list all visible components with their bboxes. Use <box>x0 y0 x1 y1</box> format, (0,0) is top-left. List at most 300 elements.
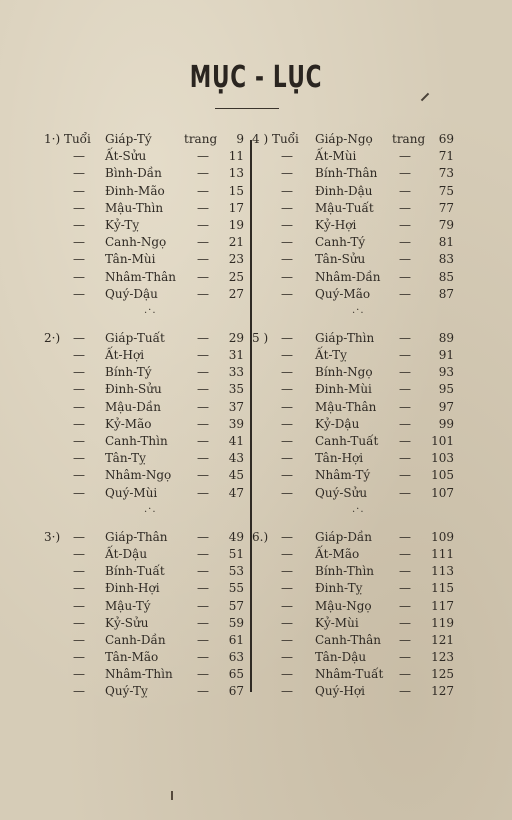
entry-dash: — <box>281 365 293 380</box>
entry-dash: — <box>73 667 85 682</box>
separator-dots: .·. <box>144 304 157 316</box>
toc-entry <box>252 683 492 700</box>
entry-dash: — <box>281 399 293 414</box>
entry-dash: — <box>73 598 85 613</box>
entry-dash: — <box>73 330 85 345</box>
entry-page-number: 27 <box>228 286 244 301</box>
entry-dash: — <box>281 382 293 397</box>
page-title: MỤC - LỤC <box>189 60 323 95</box>
entry-dash: — <box>73 149 85 164</box>
entry-page-number: 69 <box>438 132 454 146</box>
entry-dash: — <box>281 615 293 630</box>
entry-page-number: 97 <box>438 399 454 414</box>
entry-page-number: 9 <box>236 132 244 146</box>
entry-dash: — <box>73 468 85 483</box>
entry-page-number: 81 <box>438 235 454 250</box>
toc-entry <box>252 347 492 364</box>
toc-entry <box>252 632 492 649</box>
entry-page-number: 125 <box>431 667 454 682</box>
toc-entry <box>252 364 492 381</box>
entry-page-number: 43 <box>228 451 244 466</box>
entry-dash: — <box>73 632 85 647</box>
entry-name: Tân-Tỵ <box>105 451 146 466</box>
toc-entry <box>252 433 492 450</box>
toc-entry <box>252 649 492 666</box>
entry-name: Nhâm-Ngọ <box>105 468 172 483</box>
toc-entry <box>252 485 492 502</box>
entry-name: Đinh-Tỵ <box>315 581 363 596</box>
entry-page-number: 123 <box>431 650 454 665</box>
entry-page-dash: — <box>197 235 209 250</box>
entry-page-dash: — <box>399 183 411 198</box>
entry-page-number: 101 <box>431 434 454 448</box>
entry-dash: — <box>281 684 293 699</box>
entry-name: Ất-Tỵ <box>315 348 347 363</box>
toc-entry <box>44 251 284 268</box>
toc-entry <box>252 467 492 484</box>
group-separator <box>252 303 492 330</box>
toc-entry <box>252 450 492 467</box>
entry-page-number: 41 <box>228 434 244 448</box>
entry-dash: — <box>281 183 293 198</box>
toc-entry <box>252 416 492 433</box>
entry-page-dash: — <box>197 269 209 284</box>
entry-page-dash: — <box>399 684 411 699</box>
entry-name: Bính-Tý <box>105 365 152 380</box>
toc-entry <box>252 580 492 597</box>
toc-entry <box>252 234 492 251</box>
entry-name: Nhâm-Thìn <box>105 667 173 682</box>
toc-entry <box>44 433 284 450</box>
entry-trang-label: trang <box>184 132 218 146</box>
entry-page-dash: — <box>399 667 411 682</box>
entry-page-dash: — <box>399 451 411 466</box>
entry-name: Giáp-Dần <box>315 529 373 544</box>
entry-label: 4 ) Tuổi <box>252 132 299 146</box>
entry-page-number: 47 <box>228 485 244 500</box>
entry-page-number: 53 <box>228 564 244 579</box>
toc-entry <box>252 666 492 683</box>
entry-page-number: 117 <box>431 598 454 613</box>
entry-name: Giáp-Ngọ <box>315 132 373 146</box>
entry-dash: — <box>281 564 293 579</box>
entry-dash: — <box>281 235 293 250</box>
entry-name: Canh-Dần <box>105 632 166 647</box>
entry-page-number: 61 <box>228 632 244 647</box>
entry-page-number: 87 <box>438 286 454 301</box>
entry-name: Đinh-Sửu <box>105 382 162 397</box>
entry-dash: — <box>73 217 85 232</box>
entry-name: Giáp-Tuất <box>105 330 165 345</box>
entry-page-dash: — <box>399 330 411 345</box>
toc-entry <box>44 286 284 303</box>
entry-page-dash: — <box>197 416 209 431</box>
entry-page-dash: — <box>197 546 209 561</box>
entry-name: Mậu-Thìn <box>105 200 164 215</box>
entry-page-dash: — <box>197 529 209 544</box>
entry-name: Bình-Dần <box>105 166 162 181</box>
toc-entry <box>252 529 492 546</box>
entry-dash: — <box>73 529 85 544</box>
entry-dash: — <box>73 615 85 630</box>
entry-page-dash: — <box>399 399 411 414</box>
entry-page-number: 37 <box>228 399 244 414</box>
entry-dash: — <box>73 684 85 699</box>
entry-dash: — <box>73 399 85 414</box>
entry-name: Quý-Dậu <box>105 286 158 301</box>
entry-page-number: 19 <box>228 217 244 232</box>
entry-name: Ất-Hợi <box>105 348 145 363</box>
entry-dash: — <box>73 286 85 301</box>
entry-page-number: 23 <box>228 252 244 267</box>
entry-name: Kỷ-Hợi <box>315 217 357 232</box>
entry-page-dash: — <box>399 468 411 483</box>
toc-entry <box>44 649 284 666</box>
entry-page-number: 55 <box>228 581 244 596</box>
entry-name: Nhâm-Tý <box>315 468 371 483</box>
toc-left-column <box>44 131 284 701</box>
toc-entry <box>44 546 284 563</box>
entry-page-dash: — <box>399 365 411 380</box>
entry-page-number: 35 <box>228 382 244 397</box>
entry-name: Đinh-Mão <box>105 183 165 198</box>
toc-entry <box>44 269 284 286</box>
toc-entry <box>44 666 284 683</box>
entry-dash: — <box>281 217 293 232</box>
toc-entry <box>252 165 492 182</box>
entry-page-number: 119 <box>431 615 454 630</box>
entry-page-number: 49 <box>228 529 244 544</box>
entry-name: Nhâm-Thân <box>105 269 177 284</box>
toc-entry <box>44 632 284 649</box>
entry-dash: — <box>73 200 85 215</box>
entry-dash: — <box>73 451 85 466</box>
entry-page-dash: — <box>197 667 209 682</box>
entry-name: Đinh-Mùi <box>315 382 372 397</box>
entry-page-number: 91 <box>438 348 454 363</box>
entry-page-number: 111 <box>431 546 454 561</box>
toc-right-column <box>252 131 492 701</box>
toc-entry <box>252 200 492 217</box>
toc-entry <box>44 217 284 234</box>
entry-page-number: 13 <box>228 166 244 181</box>
entry-name: Mậu-Dần <box>105 399 161 414</box>
entry-name: Nhâm-Dần <box>315 269 381 284</box>
entry-name: Bính-Thân <box>315 166 378 181</box>
entry-page-dash: — <box>399 615 411 630</box>
entry-page-number: 11 <box>228 149 244 164</box>
entry-dash: — <box>73 564 85 579</box>
entry-page-dash: — <box>399 269 411 284</box>
entry-name: Kỷ-Sửu <box>105 615 149 630</box>
entry-dash: — <box>73 416 85 431</box>
entry-label: 3·) <box>44 529 61 544</box>
entry-dash: — <box>281 650 293 665</box>
entry-name: Mậu-Thân <box>315 399 377 414</box>
entry-name: Mậu-Ngọ <box>315 598 372 613</box>
title-underline <box>215 108 279 109</box>
entry-name: Canh-Tuất <box>315 434 379 448</box>
entry-name: Quý-Hợi <box>315 684 365 699</box>
entry-dash: — <box>73 183 85 198</box>
toc-entry <box>44 364 284 381</box>
entry-name: Đinh-Hợi <box>105 581 160 596</box>
entry-dash: — <box>73 434 85 448</box>
entry-page-dash: — <box>197 451 209 466</box>
toc-entry <box>252 381 492 398</box>
toc-entry <box>252 615 492 632</box>
entry-page-dash: — <box>197 564 209 579</box>
entry-page-dash: — <box>399 529 411 544</box>
entry-page-number: 77 <box>438 200 454 215</box>
entry-dash: — <box>281 286 293 301</box>
entry-name: Tân-Mão <box>105 650 159 665</box>
entry-dash: — <box>281 416 293 431</box>
entry-page-dash: — <box>197 149 209 164</box>
entry-dash: — <box>281 581 293 596</box>
entry-page-number: 63 <box>228 650 244 665</box>
entry-page-number: 15 <box>228 183 244 198</box>
group-separator <box>44 303 284 330</box>
entry-dash: — <box>73 581 85 596</box>
entry-name: Tân-Mùi <box>105 252 156 267</box>
entry-page-number: 25 <box>228 269 244 284</box>
entry-page-dash: — <box>197 183 209 198</box>
toc-entry <box>44 563 284 580</box>
entry-page-dash: — <box>197 200 209 215</box>
toc-entry <box>252 598 492 615</box>
entry-page-number: 65 <box>228 667 244 682</box>
entry-page-number: 75 <box>438 183 454 198</box>
separator-dots: .·. <box>352 304 365 316</box>
entry-dash: — <box>73 166 85 181</box>
entry-page-dash: — <box>399 564 411 579</box>
toc-entry <box>44 615 284 632</box>
entry-name: Giáp-Tý <box>105 132 152 146</box>
toc-entry <box>44 148 284 165</box>
entry-dash: — <box>73 269 85 284</box>
entry-dash: — <box>281 348 293 363</box>
entry-page-dash: — <box>399 235 411 250</box>
entry-name: Kỷ-Mùi <box>315 615 359 630</box>
entry-page-dash: — <box>399 650 411 665</box>
entry-page-dash: — <box>197 330 209 345</box>
entry-page-number: 95 <box>438 382 454 397</box>
toc-entry <box>44 529 284 546</box>
entry-name: Tân-Hợi <box>315 451 364 466</box>
entry-page-dash: — <box>197 365 209 380</box>
entry-page-number: 105 <box>431 468 454 483</box>
entry-page-number: 121 <box>431 632 454 647</box>
entry-page-dash: — <box>197 252 209 267</box>
entry-page-number: 21 <box>228 235 244 250</box>
entry-page-dash: — <box>197 399 209 414</box>
entry-page-dash: — <box>399 598 411 613</box>
toc-entry <box>44 234 284 251</box>
entry-page-dash: — <box>399 166 411 181</box>
entry-page-dash: — <box>197 166 209 181</box>
toc-entry <box>252 269 492 286</box>
entry-dash: — <box>281 632 293 647</box>
entry-label: 5 ) <box>252 330 269 345</box>
toc-entry <box>252 286 492 303</box>
entry-dash: — <box>281 434 293 448</box>
toc-entry <box>252 563 492 580</box>
entry-page-dash: — <box>197 485 209 500</box>
entry-dash: — <box>73 485 85 500</box>
entry-name: Quý-Mão <box>315 286 371 301</box>
toc-group <box>44 330 284 502</box>
entry-dash: — <box>281 252 293 267</box>
group-separator <box>44 502 284 529</box>
entry-name: Nhâm-Tuất <box>315 667 384 682</box>
entry-page-number: 51 <box>228 546 244 561</box>
entry-page-dash: — <box>197 382 209 397</box>
entry-page-number: 73 <box>438 166 454 181</box>
entry-page-number: 31 <box>228 348 244 363</box>
entry-name: Tân-Sửu <box>315 252 366 267</box>
group-separator <box>252 502 492 529</box>
entry-dash: — <box>281 529 293 544</box>
entry-name: Canh-Thân <box>315 632 382 647</box>
toc-entry <box>252 148 492 165</box>
toc-group <box>252 529 492 701</box>
entry-page-number: 109 <box>431 529 454 544</box>
toc-entry <box>44 200 284 217</box>
entry-name: Quý-Mùi <box>105 485 158 500</box>
entry-dash: — <box>73 365 85 380</box>
entry-page-dash: — <box>197 348 209 363</box>
toc-entry <box>44 183 284 200</box>
toc-entry <box>44 416 284 433</box>
entry-name: Ất-Mão <box>315 546 360 561</box>
toc-entry <box>44 485 284 502</box>
entry-page-dash: — <box>197 217 209 232</box>
entry-dash: — <box>281 468 293 483</box>
entry-page-number: 107 <box>431 485 454 500</box>
entry-page-dash: — <box>197 434 209 448</box>
entry-name: Kỷ-Mão <box>105 416 152 431</box>
entry-name: Kỷ-Tỵ <box>105 217 140 232</box>
entry-page-dash: — <box>399 149 411 164</box>
entry-page-dash: — <box>197 581 209 596</box>
entry-page-dash: — <box>399 434 411 448</box>
toc-entry <box>44 381 284 398</box>
entry-name: Canh-Ngọ <box>105 235 167 250</box>
toc-entry <box>44 131 284 148</box>
toc-entry <box>252 217 492 234</box>
entry-name: Giáp-Thìn <box>315 330 375 345</box>
entry-page-dash: — <box>197 650 209 665</box>
toc-group <box>44 529 284 701</box>
entry-page-number: 89 <box>438 330 454 345</box>
entry-page-number: 79 <box>438 217 454 232</box>
entry-page-number: 59 <box>228 615 244 630</box>
separator-dots: .·. <box>352 503 365 515</box>
entry-name: Ất-Sửu <box>105 149 147 164</box>
entry-dash: — <box>281 200 293 215</box>
entry-name: Canh-Thìn <box>105 434 168 448</box>
entry-label: 6.) <box>252 529 269 544</box>
entry-page-dash: — <box>399 382 411 397</box>
entry-page-number: 39 <box>228 416 244 431</box>
entry-label: 1·) Tuổi <box>44 132 91 146</box>
entry-page-number: 67 <box>228 684 244 699</box>
toc-entry <box>252 546 492 563</box>
toc-entry <box>44 399 284 416</box>
entry-name: Bính-Thìn <box>315 564 375 579</box>
toc-entry <box>252 131 492 148</box>
entry-page-number: 115 <box>431 581 454 596</box>
entry-page-number: 71 <box>438 149 454 164</box>
entry-name: Bính-Tuất <box>105 564 165 579</box>
toc-entry <box>44 165 284 182</box>
toc-entry <box>44 450 284 467</box>
entry-page-number: 57 <box>228 598 244 613</box>
ink-mark <box>171 791 173 800</box>
entry-name: Quý-Tỵ <box>105 684 148 699</box>
entry-page-dash: — <box>399 416 411 431</box>
entry-page-dash: — <box>399 581 411 596</box>
entry-page-number: 93 <box>438 365 454 380</box>
entry-name: Kỷ-Dậu <box>315 416 360 431</box>
entry-page-dash: — <box>197 684 209 699</box>
entry-dash: — <box>281 667 293 682</box>
entry-page-dash: — <box>399 546 411 561</box>
entry-dash: — <box>281 149 293 164</box>
entry-dash: — <box>281 546 293 561</box>
toc-entry <box>44 347 284 364</box>
entry-page-dash: — <box>197 468 209 483</box>
entry-dash: — <box>281 485 293 500</box>
entry-page-dash: — <box>197 598 209 613</box>
entry-page-dash: — <box>399 200 411 215</box>
entry-page-dash: — <box>399 217 411 232</box>
entry-page-dash: — <box>399 286 411 301</box>
entry-page-number: 113 <box>431 564 454 579</box>
entry-label: 2·) <box>44 330 61 345</box>
entry-page-dash: — <box>197 632 209 647</box>
entry-dash: — <box>281 598 293 613</box>
entry-name: Ất-Mùi <box>315 149 357 164</box>
entry-dash: — <box>73 348 85 363</box>
entry-page-dash: — <box>399 348 411 363</box>
entry-page-number: 99 <box>438 416 454 431</box>
entry-page-number: 85 <box>438 269 454 284</box>
separator-dots: .·. <box>144 503 157 515</box>
entry-name: Quý-Sửu <box>315 485 368 500</box>
entry-page-dash: — <box>399 485 411 500</box>
entry-name: Mậu-Tý <box>105 598 151 613</box>
entry-dash: — <box>281 330 293 345</box>
toc-entry <box>44 683 284 700</box>
toc-group <box>44 131 284 303</box>
toc-entry <box>44 467 284 484</box>
entry-name: Đinh-Dậu <box>315 183 373 198</box>
entry-dash: — <box>281 269 293 284</box>
toc-entry <box>44 598 284 615</box>
entry-dash: — <box>73 650 85 665</box>
entry-dash: — <box>281 451 293 466</box>
entry-name: Giáp-Thân <box>105 529 168 544</box>
entry-name: Tân-Dậu <box>315 650 367 665</box>
entry-page-number: 29 <box>228 330 244 345</box>
entry-page-dash: — <box>197 286 209 301</box>
toc-entry <box>252 399 492 416</box>
toc-entry <box>44 330 284 347</box>
entry-dash: — <box>281 166 293 181</box>
entry-page-dash: — <box>399 632 411 647</box>
